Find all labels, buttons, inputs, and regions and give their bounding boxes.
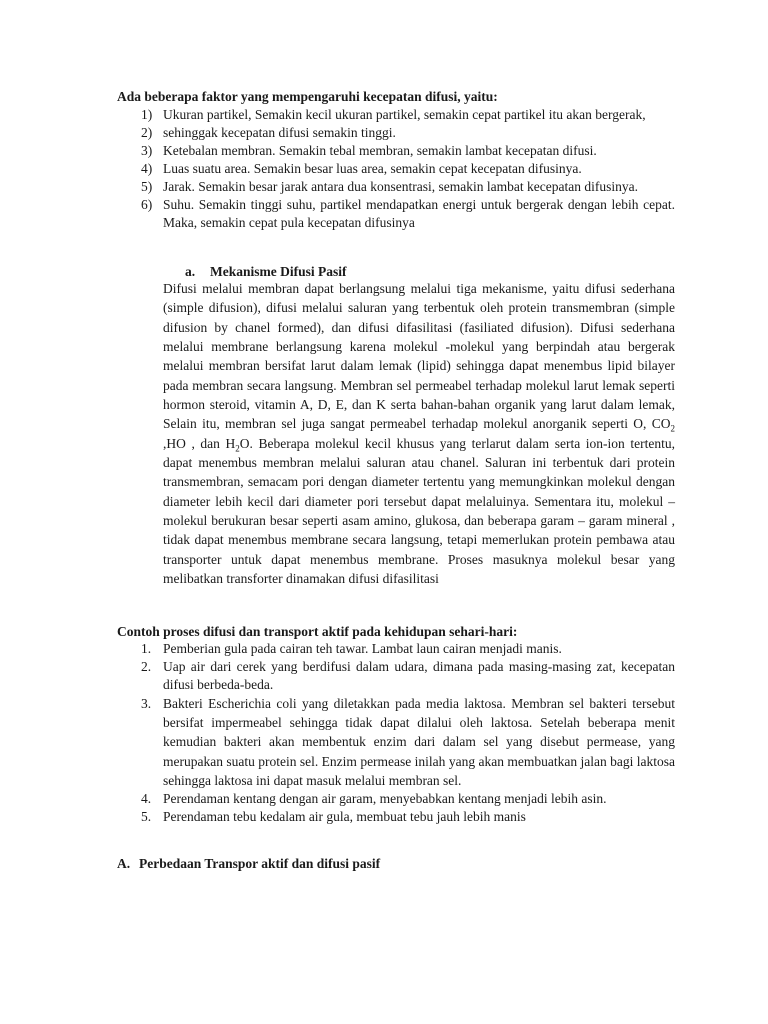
list-number: 1) xyxy=(141,107,153,122)
comparison-label: A. xyxy=(117,856,131,871)
list-item xyxy=(117,196,675,232)
list-number: 5. xyxy=(141,809,152,825)
list-text: Perendaman kentang dengan air garam, menyebabkan kentang menjadi lebih asin. xyxy=(163,791,607,807)
list-text: Ketebalan membran. Semakin tebal membran, semakin lambat kecepatan difusi. xyxy=(163,143,597,158)
subsection-title: Mekanisme Difusi Pasif xyxy=(210,264,347,279)
list-number: 3. xyxy=(141,696,152,711)
comparison-heading xyxy=(117,855,380,873)
list-item xyxy=(117,790,675,808)
list-number: 3) xyxy=(141,143,153,158)
list-number: 5) xyxy=(141,179,153,194)
list-number: 2) xyxy=(141,125,153,140)
list-text: Pemberian gula pada cairan teh tawar. Lambat laun cairan menjadi manis. xyxy=(163,641,562,656)
list-text: Luas suatu area. Semakin besar luas area, semakin cepat kecepatan difusinya. xyxy=(163,161,582,176)
list-number: 4. xyxy=(141,791,152,807)
list-item xyxy=(117,694,675,790)
paragraph-text-mid: ,HO , dan H xyxy=(163,435,236,451)
examples-heading: Contoh proses difusi dan transport aktif pada kehidupan sehari-hari: xyxy=(117,624,518,639)
subscript-2: 2 xyxy=(235,443,240,454)
list-text: Uap air dari cerek yang berdifusi dalam udara, dimana pada masing-masing zat, kecepatan difusi berbeda-beda. xyxy=(163,659,675,692)
subscript-2: 2 xyxy=(670,424,675,435)
list-item xyxy=(117,106,675,124)
subsection-label: a. xyxy=(185,264,196,279)
mechanism-paragraph xyxy=(163,279,675,589)
list-number: 1. xyxy=(141,641,152,656)
list-item xyxy=(117,124,675,142)
list-number: 6) xyxy=(141,197,153,212)
list-number: 4) xyxy=(141,161,153,176)
list-item xyxy=(117,142,675,160)
list-item xyxy=(117,658,675,694)
list-text: Bakteri Escherichia coli yang diletakkan pada media laktosa. Membran sel bakteri tersebut bersifat impermeabel sehingga tidak dapat dilalui oleh laktosa. Setelah beberapa menit kemudian bakteri akan membentuk enzim dari dalam sel yang disebut permease, yang merupakan suatu protein sel. Enzim permease inilah yang akan membuatkan jalan bagi laktosa sehingga laktosa ini dapat masuk melalui membran sel. xyxy=(163,696,675,788)
paragraph-text-a: Difusi melalui membran dapat berlangsung melalui tiga mekanisme, yaitu difusi sederhana (simple difusion), difusi melalui saluran yang terbentuk oleh protein transmembran (simple difusion by chanel formed), dan difusi difasilitasi (fasiliated difusion). Difusi sederhana melalui membrane berlangsung karena molekul -molekul yang berpindah atau bergerak melalui membran bersifat larut dalam lemak (lipid) sehingga dapat menembus lipid bilayer pada membran secara langsung. Membran sel permeabel terhadap molekul larut lemak seperti hormon steroid, vitamin A, D, E, dan K serta bahan-bahan organik yang larut dalam lemak, Selain itu, membran sel juga sangat permeabel terhadap molekul anorganik seperti O, CO xyxy=(163,281,675,432)
list-item xyxy=(117,178,675,196)
list-text: Perendaman tebu kedalam air gula, membuat tebu jauh lebih manis xyxy=(163,809,526,825)
factors-list xyxy=(117,106,675,232)
list-item xyxy=(117,640,675,658)
examples-list xyxy=(117,640,675,826)
paragraph-text-b: O. Beberapa molekul kecil khusus yang terlarut dalam serta ion-ion tertentu, dapat menembus membran melalui saluran atau chanel. Saluran ini terbentuk dari protein transmembran, semacam pori dengan diameter tertentu yang memungkinkan molekul dengan diameter lebih kecil dari diameter pori tersebut dapat melaluinya. Sementara itu, molekul – molekul berukuran besar seperti asam amino, glukosa, dan beberapa garam – garam mineral , tidak dapat menembus membrane secara langsung, tetapi memerlukan protein pembawa atau transporter untuk dapat menembus membrane. Proses masuknya molekul besar yang melibatkan transforter dinamakan difusi difasilitasi xyxy=(163,435,675,587)
list-item xyxy=(117,160,675,178)
list-text: Ukuran partikel, Semakin kecil ukuran partikel, semakin cepat partikel itu akan bergerak, xyxy=(163,107,646,122)
comparison-title: Perbedaan Transpor aktif dan difusi pasif xyxy=(139,856,381,871)
list-item xyxy=(117,808,675,826)
list-text: Suhu. Semakin tinggi suhu, partikel mendapatkan energi untuk bergerak dengan lebih cepat. Maka, semakin cepat pula kecepatan difusinya xyxy=(163,197,675,230)
list-text: Jarak. Semakin besar jarak antara dua konsentrasi, semakin lambat kecepatan difusinya. xyxy=(163,179,638,194)
list-text: sehinggak kecepatan difusi semakin tinggi. xyxy=(163,125,396,140)
list-number: 2. xyxy=(141,659,152,674)
factors-heading: Ada beberapa faktor yang mempengaruhi kecepatan difusi, yaitu: xyxy=(117,89,498,104)
